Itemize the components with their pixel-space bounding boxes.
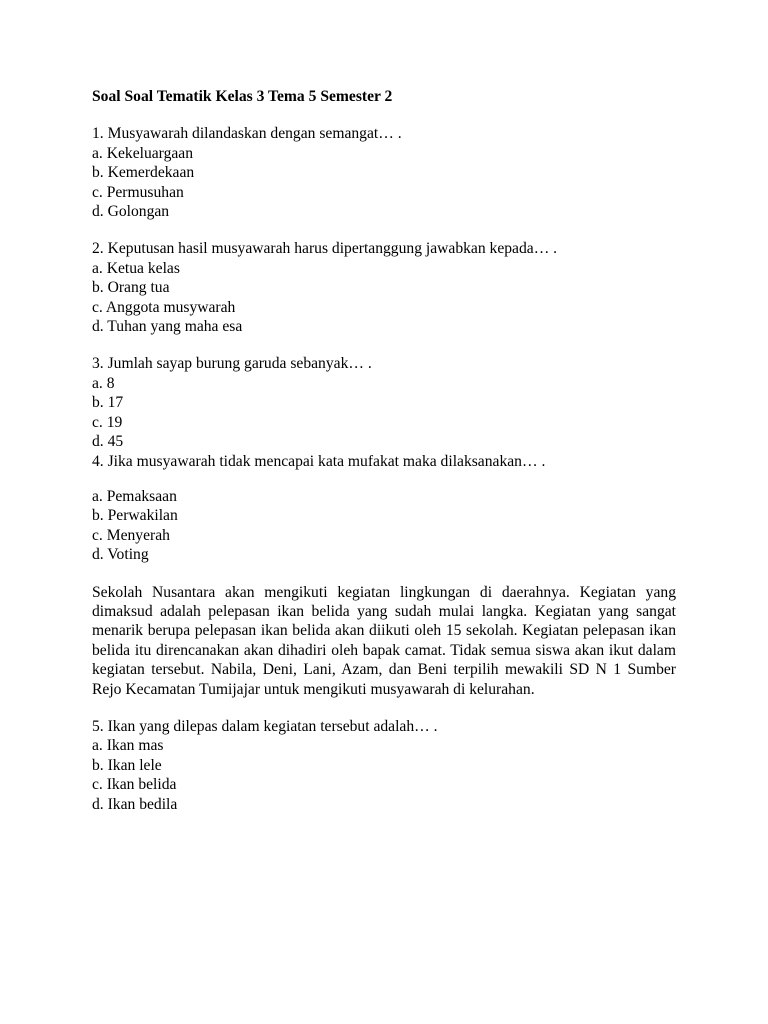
question-5 [92, 717, 676, 814]
option-c: c. Menyerah [92, 526, 170, 544]
option-d: d. Ikan bedila [92, 795, 178, 813]
option-b: b. 17 [92, 394, 124, 412]
option-c: c. Ikan belida [92, 776, 177, 794]
option-a: a. Ketua kelas [92, 259, 180, 277]
question-4 [92, 452, 676, 565]
option-d: d. Golongan [92, 203, 170, 221]
option-c: c. Permusuhan [92, 183, 184, 201]
question-3 [92, 354, 676, 451]
option-a: a. Ikan mas [92, 737, 164, 755]
question-text: 1. Musyawarah dilandaskan dengan semangat… . [92, 125, 402, 143]
question-2 [92, 239, 676, 336]
option-a: a. Pemaksaan [92, 487, 177, 505]
option-b: b. Kemerdekaan [92, 164, 195, 182]
option-a: a. Kekeluargaan [92, 144, 194, 162]
option-d: d. Voting [92, 546, 149, 564]
question-text: 3. Jumlah sayap burung garuda sebanyak… . [92, 355, 372, 373]
document-page [92, 87, 676, 814]
option-a: a. 8 [92, 374, 115, 392]
option-c: c. 19 [92, 413, 123, 431]
option-b: b. Perwakilan [92, 507, 178, 525]
question-text: 4. Jika musyawarah tidak mencapai kata mufakat maka dilaksanakan… . [92, 452, 546, 470]
option-c: c. Anggota musywarah [92, 298, 236, 316]
option-d: d. Tuhan yang maha esa [92, 318, 243, 336]
document-title: Soal Soal Tematik Kelas 3 Tema 5 Semester 2 [92, 88, 393, 105]
option-d: d. 45 [92, 433, 124, 451]
question-1 [92, 124, 676, 221]
question-text: 2. Keputusan hasil musyawarah harus dipertanggung jawabkan kepada… . [92, 240, 558, 258]
reading-passage: Sekolah Nusantara akan mengikuti kegiatan lingkungan di daerahnya. Kegiatan yang dimaksud adalah pelepasan ikan belida yang sudah mulai langka. Kegiatan yang sangat menarik berupa pelepasan ikan belida akan diikuti oleh 15 sekolah. Kegiatan pelepasan ikan belida itu direncanakan akan dihadiri oleh bapak camat. Tidak semua siswa akan ikut dalam kegiatan tersebut. Nabila, Deni, Lani, Azam, dan Beni terpilih mewakili SD N 1 Sumber Rejo Kecamatan Tumijajar untuk mengikuti musyawarah di kelurahan. [92, 583, 676, 698]
option-b: b. Orang tua [92, 279, 170, 297]
option-b: b. Ikan lele [92, 756, 162, 774]
question-text: 5. Ikan yang dilepas dalam kegiatan tersebut adalah… . [92, 717, 438, 735]
